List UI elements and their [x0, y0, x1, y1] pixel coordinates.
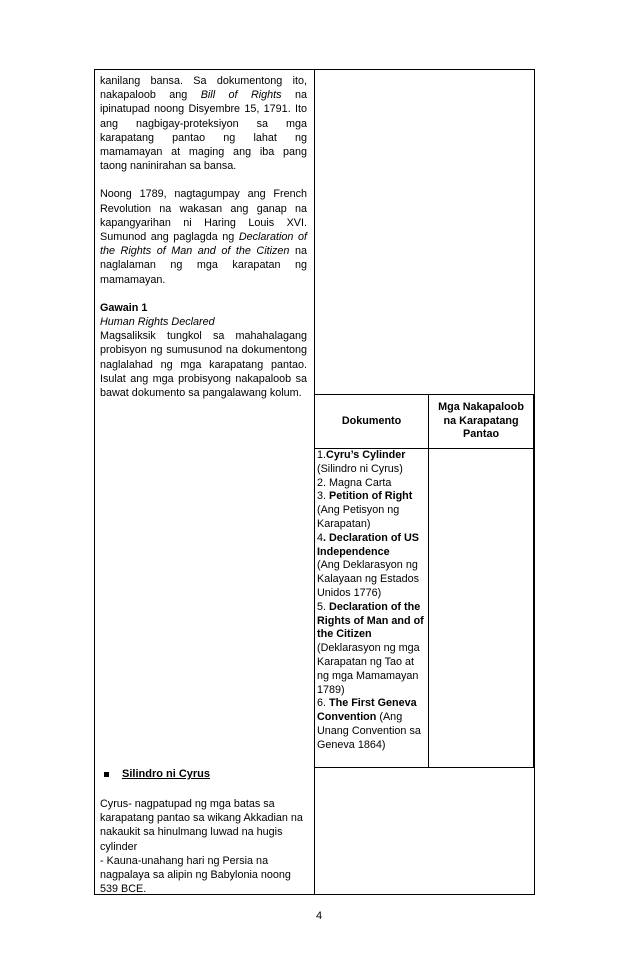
list-item: 2. Magna Carta: [317, 476, 392, 489]
text: na ipinatupad noong Disyembre 15, 1791. Ito ang nagbigay-proteksiyon sa mga karapatang pantao ng lahat ng mamamayan at maging ang iba pang taong naninirahan sa bansa.: [100, 89, 307, 173]
gawain-subtitle: Human Rights Declared: [100, 316, 215, 329]
cyrus-note-1: Cyrus- nagpatupad ng mga batas sa karapatang pantao sa wikang Akkadian na nakaukit sa hinulmang luwad na hugis cylinder: [100, 798, 303, 853]
documents-list-cell: [315, 449, 429, 768]
bullet-label: Silindro ni Cyrus: [122, 768, 211, 780]
documents-table: [314, 394, 534, 768]
list-item: 1.Cyru’s Cylinder (Silindro ni Cyrus): [317, 449, 406, 475]
cyrus-notes: [100, 797, 310, 896]
bullet-heading: [122, 768, 210, 780]
cyrus-note-2: - Kauna-unahang hari ng Persia na nagpalaya sa alipin ng Babylonia noong 539 BCE.: [100, 854, 291, 896]
column-header-dokumento: Dokumento: [315, 395, 429, 449]
gawain-instructions: Magsaliksik tungkol sa mahahalagang probisyon ng sumusunod na dokumentong naglalahad ng mga karapatang pantao. Isulat ang mga probisyong nakapaloob sa bawat dokumento sa pangalawang kolum.: [100, 330, 307, 400]
gawain-title: Gawain 1: [100, 301, 148, 314]
bill-of-rights-term: Bill of Rights: [200, 89, 282, 102]
page-number: 4: [315, 910, 323, 922]
list-item: 6. The First Geneva Convention (Ang Unang Convention sa Geneva 1864): [317, 697, 421, 751]
content-frame: [94, 69, 535, 895]
text: Noong 1789, nagtagumpay ang French Revolution na wakasan ang ganap na kapangyarihan ni Haring Louis XVI. Sumunod ang paglagda ng: [100, 188, 307, 244]
answer-cell[interactable]: [429, 449, 534, 768]
column-header-karapatan: Mga Nakapaloob na Karapatang Pantao: [429, 395, 534, 449]
bullet-icon: [104, 772, 109, 777]
list-item: 4. Declaration of US Independence (Ang Deklarasyon ng Kalayaan ng Estados Unidos 1776): [317, 531, 420, 599]
text: na naglalaman ng mga karapatan ng mamamayan.: [100, 245, 307, 286]
left-column: [100, 74, 307, 400]
declaration-term: Declaration of the Rights of Man and of the Citizen: [100, 231, 307, 258]
list-item: 5. Declaration of the Rights of Man and of the Citizen (Deklarasyon ng mga Karapatan ng Tao at ng mga Mamamayan 1789): [317, 600, 424, 696]
paragraph-french-revolution: [100, 187, 307, 286]
text: kanilang bansa. Sa dokumentong ito, nakapaloob ang: [100, 75, 307, 102]
list-item: 3. Petition of Right (Ang Petisyon ng Karapatan): [317, 490, 413, 530]
paragraph-bill-of-rights: [100, 74, 307, 173]
